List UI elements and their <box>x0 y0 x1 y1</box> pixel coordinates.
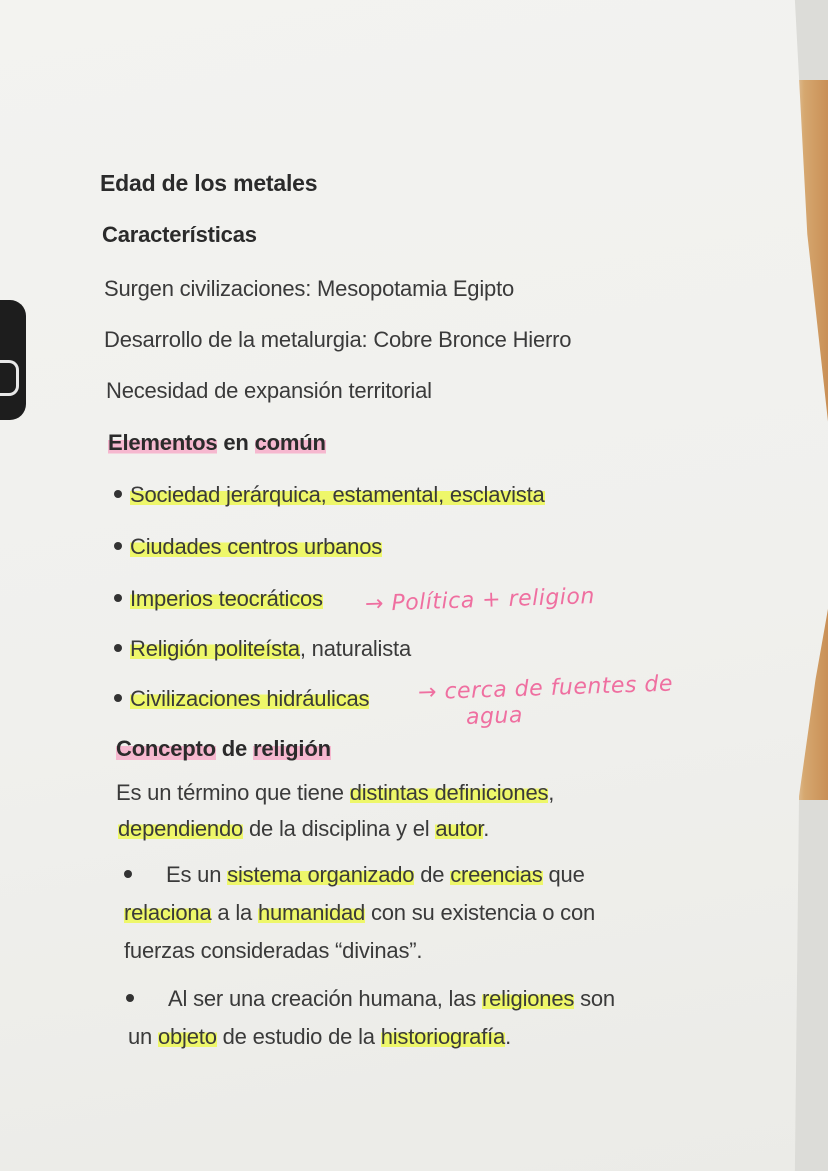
handwritten-note: → Política + religion <box>364 583 596 618</box>
section-heading-concepto: Concepto de religión <box>116 736 331 761</box>
paragraph-line: Al ser una creación humana, las religiones son <box>126 986 615 1012</box>
binder-clip <box>0 300 26 420</box>
list-item: Desarrollo de la metalurgia: Cobre Bronce Hierro <box>104 327 572 352</box>
bullet-icon <box>114 594 122 602</box>
bullet-icon <box>114 490 122 498</box>
handwritten-note: → cerca de fuentes de <box>417 671 674 706</box>
section-heading-elementos: Elementos en común <box>108 430 326 455</box>
list-item: Sociedad jerárquica, estamental, esclavista <box>114 482 545 508</box>
paragraph-line: Es un sistema organizado de creencias que <box>124 862 585 888</box>
paragraph-line: un objeto de estudio de la historiografía. <box>128 1024 512 1049</box>
list-item: Civilizaciones hidráulicas <box>114 686 369 712</box>
list-item: Imperios teocráticos <box>114 586 323 612</box>
handwritten-note: agua <box>465 703 524 730</box>
bullet-icon <box>114 694 122 702</box>
bullet-icon <box>124 870 132 878</box>
list-item: Religión politeísta, naturalista <box>114 636 411 662</box>
list-item: Ciudades centros urbanos <box>114 534 382 560</box>
list-item: Necesidad de expansión territorial <box>106 378 432 403</box>
paragraph-line: fuerzas consideradas “divinas”. <box>124 938 423 963</box>
document-title: Edad de los metales <box>100 170 318 196</box>
paragraph-line: relaciona a la humanidad con su existencia o con <box>124 900 596 925</box>
section-heading-caracteristicas: Características <box>102 222 257 247</box>
bullet-icon <box>114 644 122 652</box>
paragraph-line: Es un término que tiene distintas definiciones, <box>116 780 555 805</box>
paragraph-line: dependiendo de la disciplina y el autor. <box>118 816 490 841</box>
list-item: Surgen civilizaciones: Mesopotamia Egipto <box>104 276 515 301</box>
bullet-icon <box>126 994 134 1002</box>
bullet-icon <box>114 542 122 550</box>
